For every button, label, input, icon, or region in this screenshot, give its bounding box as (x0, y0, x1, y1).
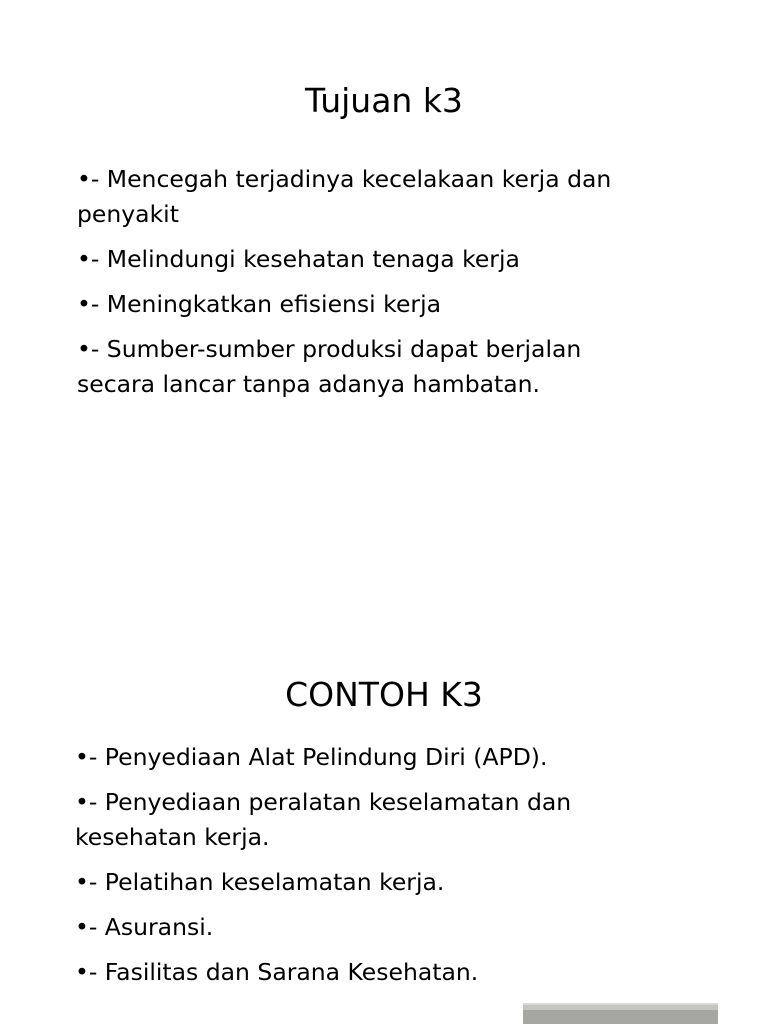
list-item-text: •- Melindungi kesehatan tenaga kerja (77, 245, 520, 273)
list-item (77, 242, 677, 277)
list-item (77, 162, 677, 232)
list-item-text-continued: penyakit (77, 200, 179, 228)
photo-thumbnail (523, 1003, 718, 1024)
list-item-text: •- Penyediaan Alat Pelindung Diri (APD). (75, 743, 548, 771)
list-item-text: •- Penyediaan peralatan keselamatan dan (75, 788, 572, 816)
photo-edge (523, 1005, 718, 1010)
list-item (75, 910, 675, 945)
list-item (77, 332, 677, 402)
list-item-text-continued: secara lancar tanpa adanya hambatan. (77, 370, 541, 398)
list-item-text-continued: kesehatan kerja. (75, 823, 270, 851)
list-item (75, 955, 675, 990)
list-item-text: •- Mencegah terjadinya kecelakaan kerja dan (77, 165, 612, 193)
list-item-text: •- Sumber-sumber produksi dapat berjalan (77, 335, 582, 363)
bullet-list (75, 740, 675, 1000)
list-item-text: •- Asuransi. (75, 913, 214, 941)
bullet-list (77, 162, 677, 412)
list-item-text: •- Meningkatkan efisiensi kerja (77, 290, 441, 318)
list-item-text: •- Fasilitas dan Sarana Kesehatan. (75, 958, 479, 986)
slide-title: Tujuan k3 (305, 81, 463, 120)
list-item (75, 785, 675, 855)
list-item (75, 740, 675, 775)
list-item (75, 865, 675, 900)
slide-title: CONTOH K3 (285, 675, 483, 714)
list-item (77, 287, 677, 322)
slide-contoh-k3 (0, 592, 768, 1024)
list-item-text: •- Pelatihan keselamatan kerja. (75, 868, 445, 896)
